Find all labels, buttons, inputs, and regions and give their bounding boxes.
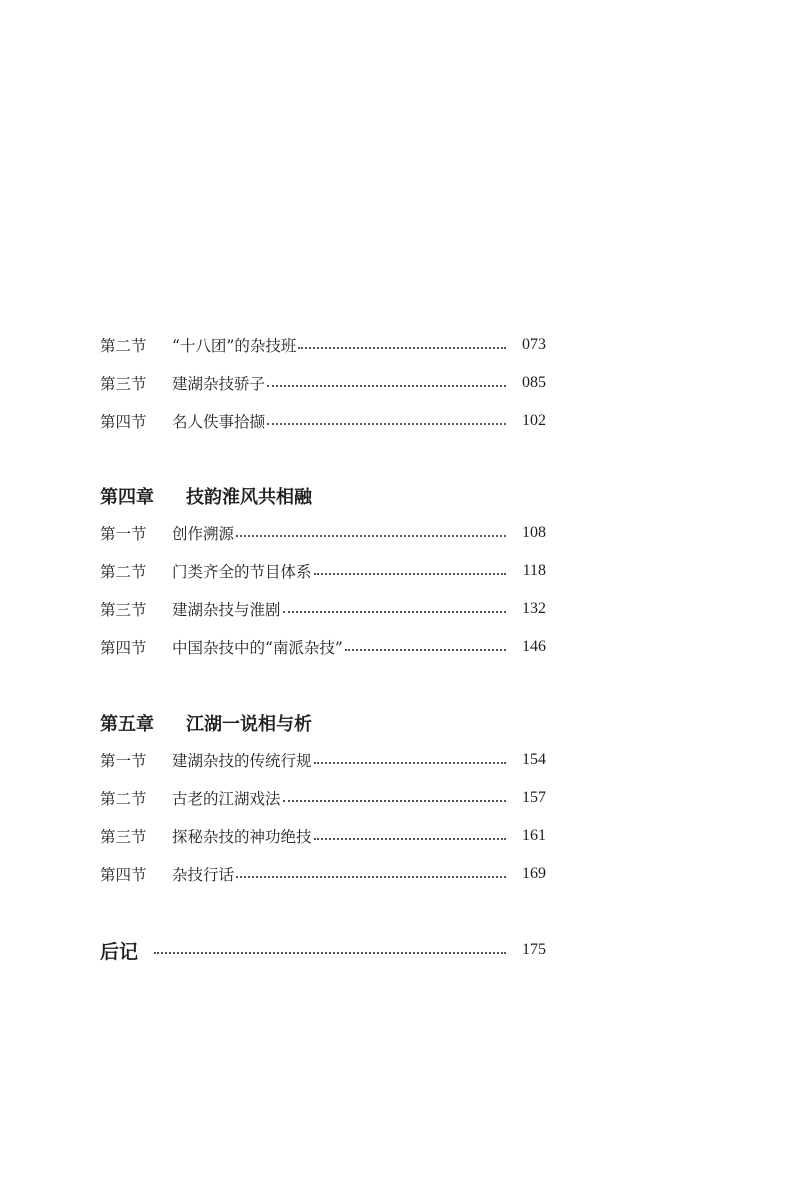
toc-entry[interactable] xyxy=(100,558,546,584)
page-number: 157 xyxy=(522,789,546,806)
page-number: 161 xyxy=(522,827,546,844)
dot-leader xyxy=(283,610,506,613)
page-number: 073 xyxy=(522,336,546,353)
section-title: 古老的江湖戏法 xyxy=(172,790,281,808)
page-number: 132 xyxy=(522,600,546,617)
section-title: 探秘杂技的神功绝技 xyxy=(172,828,312,846)
chapter-heading[interactable] xyxy=(100,481,546,511)
section-title: 门类齐全的节目体系 xyxy=(172,563,312,581)
toc-entry[interactable] xyxy=(100,370,546,396)
toc-entry[interactable] xyxy=(100,520,546,546)
section-label: 第三节 xyxy=(100,601,147,619)
chapter-title: 江湖一说相与析 xyxy=(186,714,312,735)
page-number: 169 xyxy=(522,865,546,882)
section-label: 第一节 xyxy=(100,752,147,770)
section-label: 第三节 xyxy=(100,375,147,393)
section-label: 第二节 xyxy=(100,337,147,355)
dot-leader xyxy=(236,875,506,878)
page-number: 146 xyxy=(522,638,546,655)
toc-entry[interactable] xyxy=(100,634,546,660)
chapter-label: 第五章 xyxy=(100,714,154,735)
toc-entry[interactable] xyxy=(100,861,546,887)
toc-entry[interactable] xyxy=(100,747,546,773)
toc-entry[interactable] xyxy=(100,596,546,622)
chapter-title: 技韵淮风共相融 xyxy=(186,487,312,508)
section-title: 杂技行话 xyxy=(172,866,235,884)
section-label: 第二节 xyxy=(100,790,147,808)
dot-leader xyxy=(314,837,506,840)
section-title: “十八团”的杂技班 xyxy=(172,337,297,355)
afterword-title: 后记 xyxy=(100,940,139,963)
section-label: 第四节 xyxy=(100,639,147,657)
section-title: 建湖杂技与淮剧 xyxy=(172,601,281,619)
section-title: 创作溯源 xyxy=(172,525,235,543)
toc-entry[interactable] xyxy=(100,332,546,358)
page-number: 154 xyxy=(522,751,546,768)
page-number: 175 xyxy=(522,941,546,958)
section-title: 建湖杂技的传统行规 xyxy=(172,752,312,770)
section-label: 第三节 xyxy=(100,828,147,846)
toc-entry[interactable] xyxy=(100,785,546,811)
section-label: 第二节 xyxy=(100,563,147,581)
afterword-entry[interactable] xyxy=(100,935,546,965)
section-title: 中国杂技中的“南派杂技” xyxy=(172,639,343,657)
section-title: 名人佚事拾撷 xyxy=(172,413,266,431)
section-label: 第一节 xyxy=(100,525,147,543)
page-number: 118 xyxy=(522,562,546,579)
dot-leader xyxy=(154,951,506,954)
section-label: 第四节 xyxy=(100,413,147,431)
chapter-heading[interactable] xyxy=(100,708,546,738)
dot-leader xyxy=(314,572,506,575)
section-title: 建湖杂技骄子 xyxy=(172,375,266,393)
dot-leader xyxy=(236,534,506,537)
page-number: 108 xyxy=(522,524,546,541)
toc-entry[interactable] xyxy=(100,823,546,849)
page-number: 085 xyxy=(522,374,546,391)
dot-leader xyxy=(283,799,506,802)
toc-entry[interactable] xyxy=(100,408,546,434)
section-label: 第四节 xyxy=(100,866,147,884)
dot-leader xyxy=(345,648,506,651)
dot-leader xyxy=(298,346,506,349)
dot-leader xyxy=(267,422,506,425)
page-number: 102 xyxy=(522,412,546,429)
dot-leader xyxy=(267,384,506,387)
dot-leader xyxy=(314,761,506,764)
chapter-label: 第四章 xyxy=(100,487,154,508)
